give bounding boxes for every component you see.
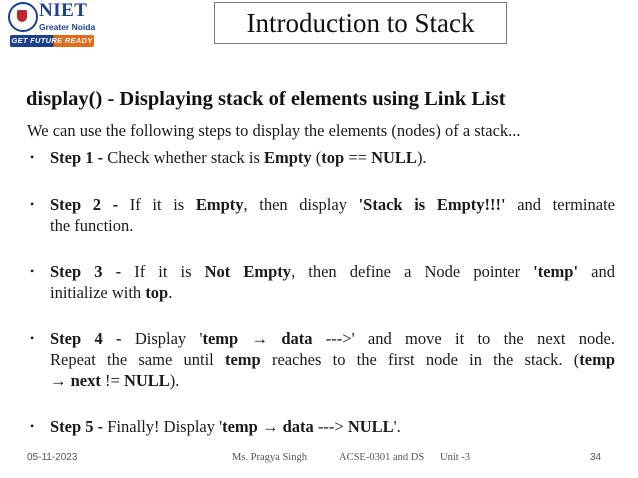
intro-text: We can use the following steps to display the elements (nodes) of a stack... <box>27 121 521 140</box>
step-3-text: initialize with <box>50 283 146 302</box>
step-3-text: , then define a Node pointer <box>291 262 534 281</box>
step-1-text: == <box>344 148 372 167</box>
college-emblem-icon <box>8 2 38 32</box>
step-2-text: and terminate <box>505 195 615 214</box>
slide-title-box <box>214 2 507 44</box>
step-4-line-3 <box>50 370 615 391</box>
step-5-label: Step 5 - <box>50 417 104 436</box>
step-3-bold: top <box>145 283 169 302</box>
step-4-bold: temp <box>224 350 261 369</box>
step-2-text: , then display <box>243 195 359 214</box>
steps-list <box>30 147 615 455</box>
step-3-line-2 <box>50 282 615 303</box>
slide-title: Introduction to Stack <box>246 7 475 38</box>
step-3-text: and <box>578 262 615 281</box>
step-4-text: Repeat the same until <box>50 350 225 369</box>
step-4-text: reaches to the first node in the stack. ( <box>260 350 580 369</box>
step-1-bold: NULL <box>371 148 417 167</box>
step-4-label: Step 4 - <box>50 329 122 348</box>
step-3 <box>30 261 615 303</box>
step-5-text: Finally! Display ' <box>103 417 223 436</box>
step-3-text: If it is <box>121 262 205 281</box>
step-1-text: ( <box>311 148 322 167</box>
step-4-bold: → next <box>50 371 101 390</box>
step-4-bold: NULL <box>123 371 170 390</box>
step-3-text: . <box>168 283 173 302</box>
step-5-text: '. <box>393 417 401 436</box>
section-heading: display() - Displaying stack of elements using Link List <box>26 88 506 110</box>
step-4-bold: temp → data <box>202 329 313 348</box>
footer-unit: Unit -3 <box>440 452 471 463</box>
step-2-text: If it is <box>118 195 196 214</box>
step-5 <box>30 416 615 437</box>
step-4-line-2 <box>50 349 615 370</box>
step-2-bold: 'Stack is Empty!!!' <box>358 195 506 214</box>
footer-author: Ms. Pragya Singh <box>232 452 307 463</box>
step-1-bold: top <box>321 148 345 167</box>
step-1-text: Check whether stack is <box>103 148 264 167</box>
step-4-text: --->' and move it to the next node. <box>312 329 615 348</box>
step-3-bold: 'temp' <box>533 262 579 281</box>
step-2-line-1 <box>50 194 615 215</box>
step-3-line-1 <box>50 261 615 282</box>
step-2 <box>30 194 615 236</box>
step-4 <box>30 328 615 391</box>
niet-logo <box>8 0 96 56</box>
step-1-label: Step 1 - <box>50 148 104 167</box>
step-4-bold: temp <box>579 350 616 369</box>
step-4-text: ). <box>169 371 180 390</box>
logo-name: NIET <box>39 0 88 21</box>
logo-subtitle: Greater Noida <box>39 22 96 32</box>
step-5-bold: NULL <box>347 417 394 436</box>
step-2-label: Step 2 - <box>50 195 119 214</box>
logo-banner: GET FUTURE READY <box>11 36 93 45</box>
step-1-bold: Empty <box>264 148 312 167</box>
step-2-line-2: the function. <box>50 216 134 235</box>
step-3-label: Step 3 - <box>50 262 122 281</box>
footer-page-number: 34 <box>590 452 602 463</box>
footer-date: 05-11-2023 <box>27 452 78 463</box>
step-4-text: != <box>100 371 124 390</box>
step-5-text: ---> <box>313 417 348 436</box>
step-1 <box>30 147 615 168</box>
step-2-bold: Empty <box>195 195 244 214</box>
step-4-line-1 <box>50 328 615 349</box>
footer-course: ACSE-0301 and DS <box>339 452 425 463</box>
step-3-bold: Not Empty <box>204 262 292 281</box>
step-4-text: Display ' <box>121 329 203 348</box>
step-5-bold: temp → data <box>222 417 314 436</box>
step-1-text: ). <box>416 148 427 167</box>
